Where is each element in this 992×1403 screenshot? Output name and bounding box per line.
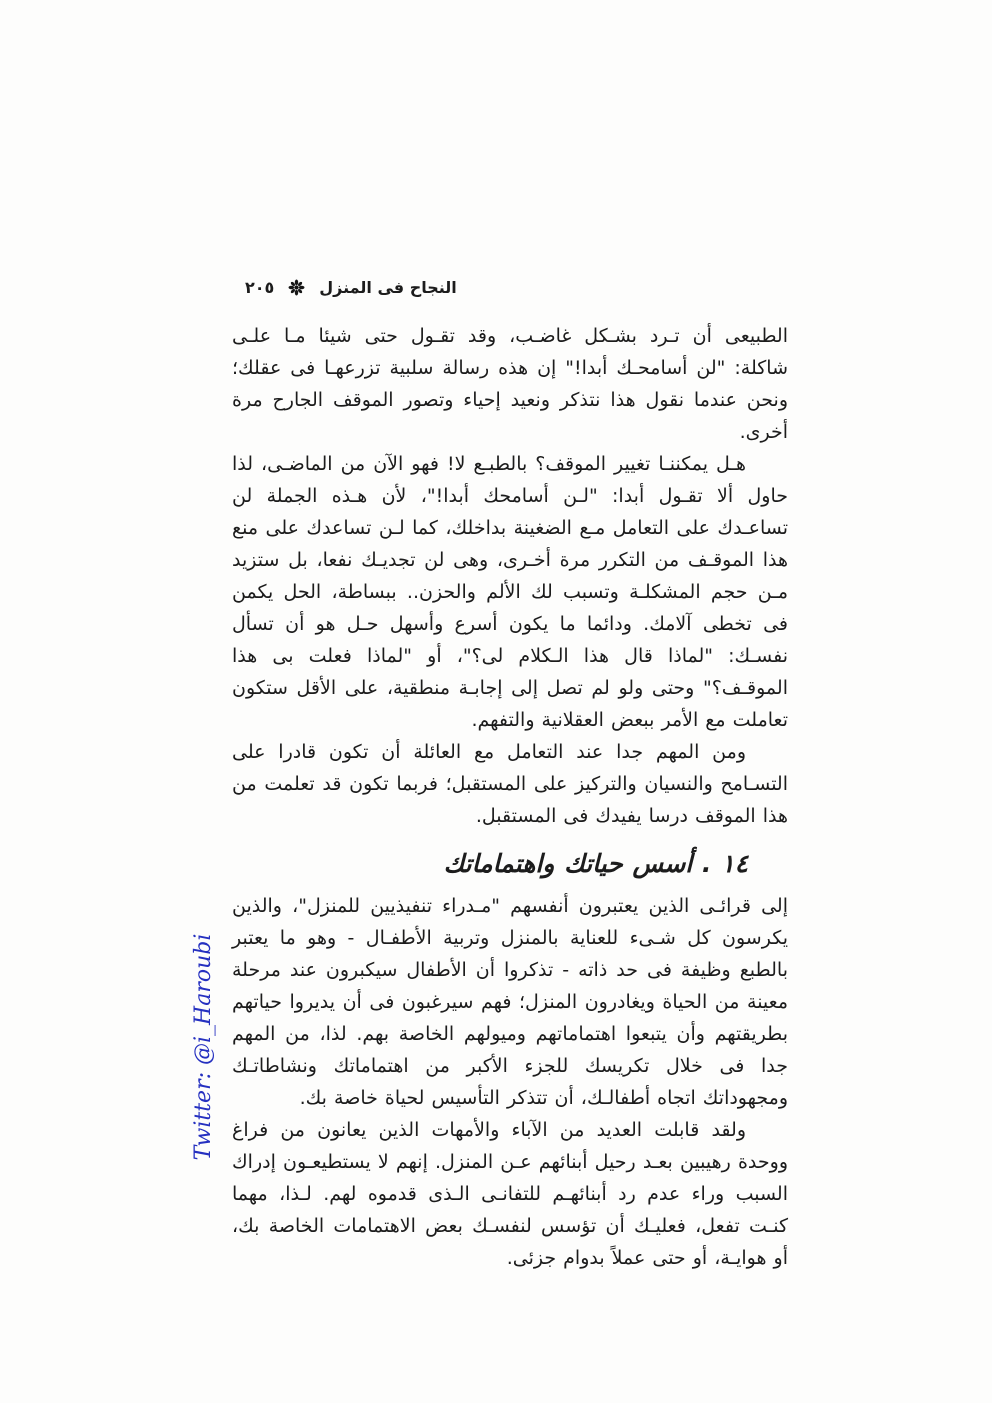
rosette-ornament-icon (288, 279, 305, 296)
page-number: ٢٠٥ (245, 278, 275, 297)
paragraph: إلى قرائـى الذين يعتبرون أنفسهم "مـدراء تنفيذيين للمنزل"، والذين يكرسون كل شـىء للعناية بالمنزل وتربية الأطفـال - وهو ما يعتبر بالطبع وظيفة فى حد ذاته - تذكروا أن الأطفال سيكبرون عند مرحلة معينة من الحياة ويغادرون المنزل؛ فهم سيرغبون فى أن يديروا حياتهم بطريقتهم وأن يتبعوا اهتماماتهم وميولهم الخاصة بهم. لذا، من المهم جدا فى خلال تكريسك للجزء الأكبر من اهتماماتك ونشاطاتـك ومجهوداتك اتجاه أطفالـك، أن تتذكر التأسيس لحياة خاصة بك. (232, 895, 788, 1109)
watermark-twitter-handle: Twitter: @i_Haroubi (191, 933, 216, 1161)
paragraph: ومن المهم جدا عند التعامل مع العائلة أن تكون قادرا على التسـامح والنسيان والتركيز على المستقبل؛ فربما تكون قد تعلمت من هذا الموقف درسا يفيدك فى المستقبل. (232, 741, 788, 827)
paragraph: هـل يمكننـا تغيير الموقف؟ بالطبـع لا! فهو الآن من الماضـى، لذا حاول ألا تقـول أبدا: "لـن أسامحك أبدا!"، لأن هـذه الجملة لن تساعـدك على التعامل مـع الضغينة بداخلك، كما لـن تساعدك على منع هذا الموقـف من التكرر مرة أخـرى، وهى لن تجديـك نفعا، بل ستزيد مـن حجم المشكلـة وتسبب لك الألم والحزن.. ببساطة، الحل يكمن فى تخطى آلامك. ودائما ما يكون أسرع وأسهل حـل هو أن تسأل نفسـك: "لماذا قال هذا الـكلام لى؟"، أو "لماذا فعلت بى هذا الموقـف؟" وحتى ولو لم تصل إلى إجابـة منطقية، على الأقل ستكون تعاملت مع الأمر ببعض العقلانية والتفهم. (232, 453, 788, 731)
main-text-block (232, 320, 788, 1274)
paragraph-continuation: الطبيعى أن تـرد بشـكل غاضـب، وقد تقـول حتى شيئا مـا علـى شاكلة: "لن أسامحـك أبدا!" إن هذه رسالة سلبية تزرعهـا فى عقلك؛ ونحن عندما نقول هذا نتذكر ونعيد إحياء وتصور الموقف الجارح مرة أخرى. (232, 325, 788, 443)
book-title: النجاح فى المنزل (319, 278, 457, 297)
running-header (245, 278, 457, 297)
section-heading: ١٤ . أسس حياتك واهتماماتك (443, 849, 748, 878)
paragraph: ولقد قابلت العديد من الآباء والأمهات الذين يعانون من فراغ ووحدة رهيبين بعـد رحيل أبنائهم عـن المنزل. إنهم لا يستطيعـون إدراك السبب وراء عدم رد أبنائهـم للتفانـى الـذى قدموه لهم. لـذا، مهما كنـت تفعل، فعليـك أن تؤسس لنفسـك بعض الاهتمامات الخاصة بك، أو هوايـة، أو حتى عملاً بدوام جزئى. (232, 1119, 788, 1269)
